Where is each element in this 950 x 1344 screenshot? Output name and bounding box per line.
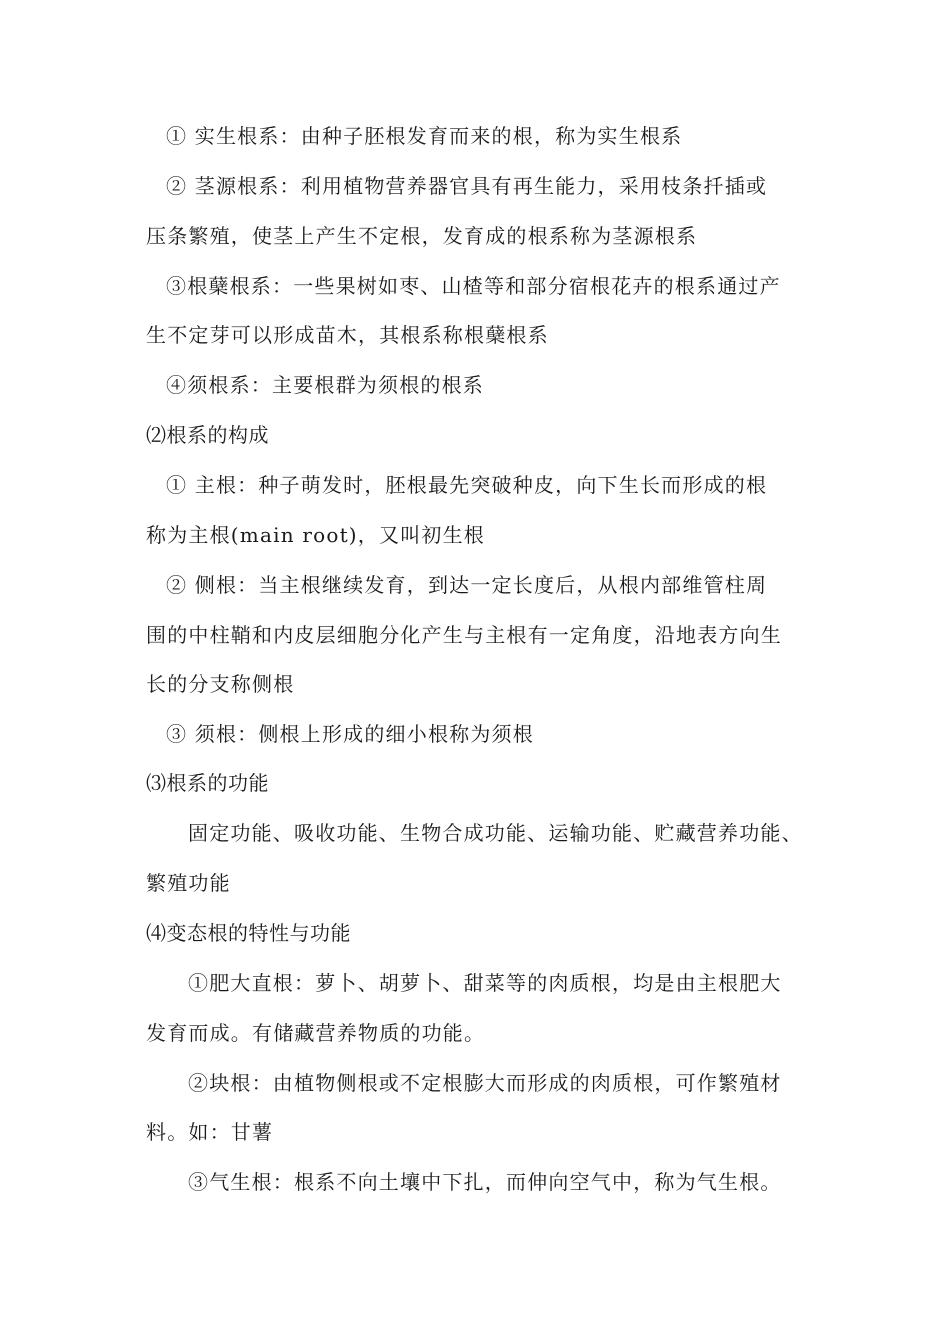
text-line: 生不定芽可以形成苗木，其根系称根蘖根系 [146,323,549,347]
text-line: ② 侧根：当主根继续发育，到达一定长度后，从根内部维管柱周 [166,573,768,597]
section-heading: ⑷变态根的特性与功能 [146,921,351,945]
text-line: ②块根：由植物侧根或不定根膨大而形成的肉质根，可作繁殖材 [188,1071,782,1095]
text-line: ①肥大直根：萝卜、胡萝卜、甜菜等的肉质根，均是由主根肥大 [188,971,782,995]
text-line: 发育而成。有储藏营养物质的功能。 [146,1021,486,1045]
text-line: 料。如：甘薯 [146,1120,274,1144]
text-line: ④须根系：主要根群为须根的根系 [166,373,484,397]
text-line: ③ 须根：侧根上形成的细小根称为须根 [166,722,534,746]
text-line: 围的中柱鞘和内皮层细胞分化产生与主根有一定角度，沿地表方向生 [146,623,782,647]
text-line: 长的分支称侧根 [146,672,295,696]
section-heading: ⑵根系的构成 [146,423,269,447]
text-line: ② 茎源根系：利用植物营养器官具有再生能力，采用枝条扦插或 [166,174,768,198]
text-line: ① 主根：种子萌发时，胚根最先突破种皮，向下生长而形成的根 [166,473,768,497]
text-line: ③气生根：根系不向土壤中下扎，而伸向空气中，称为气生根。 [188,1170,782,1194]
text-line: 压条繁殖，使茎上产生不定根，发育成的根系称为茎源根系 [146,224,698,248]
text-line: 繁殖功能 [146,871,231,895]
text-line: 称为主根(main root)，又叫初生根 [146,523,486,547]
text-line: ③根蘖根系：一些果树如枣、山楂等和部分宿根花卉的根系通过产 [166,274,781,298]
section-heading: ⑶根系的功能 [146,771,269,795]
text-line: ① 实生根系：由种子胚根发育而来的根，称为实生根系 [166,124,683,148]
text-line: 固定功能、吸收功能、生物合成功能、运输功能、贮藏营养功能、 [188,821,803,845]
